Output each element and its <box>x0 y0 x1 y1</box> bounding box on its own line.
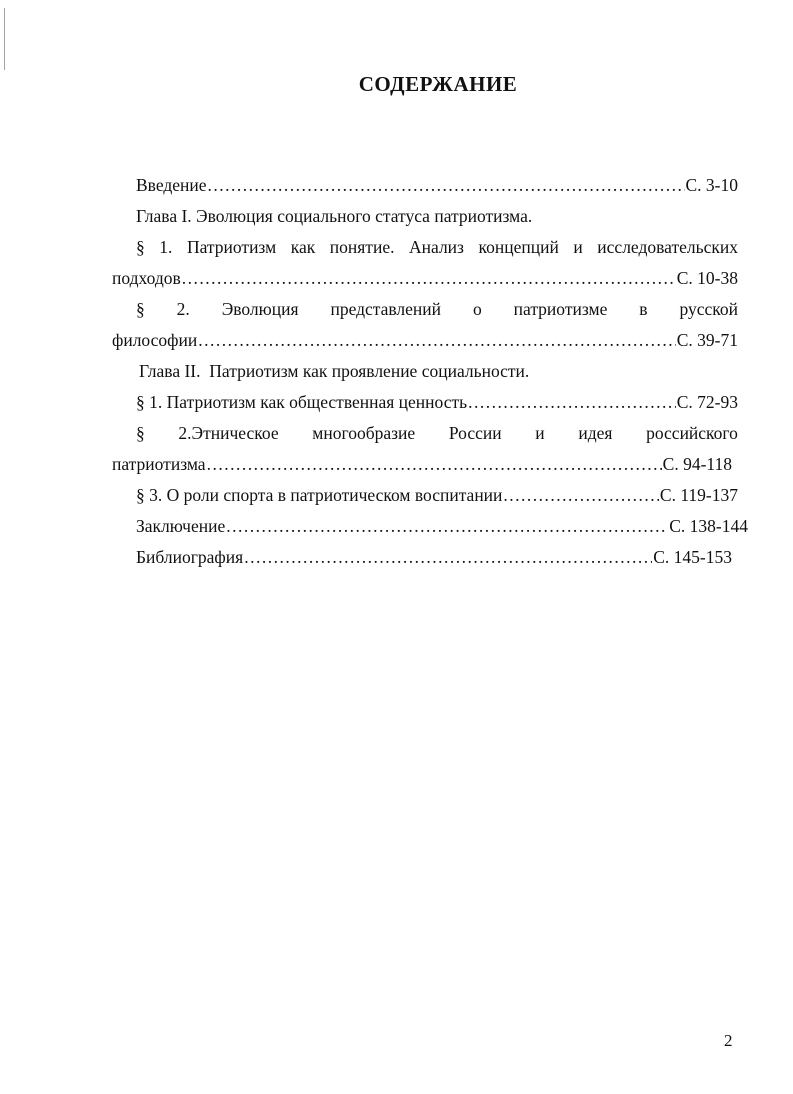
toc-word: в <box>639 299 648 319</box>
toc-word: концепций <box>478 237 559 257</box>
toc-word: исследовательских <box>597 237 738 257</box>
toc-entry-label: патриотизма <box>112 454 206 474</box>
toc-entry-pages: С. 72-93 <box>676 392 738 412</box>
toc-entry-s2-3 <box>112 480 738 511</box>
toc-entry-label: § 1. Патриотизм как общественная ценность <box>136 392 468 412</box>
toc-word: 1. <box>159 237 173 257</box>
toc-chapter-heading: Глава II. Патриотизм как проявление социальности. <box>139 361 530 381</box>
dot-leader <box>198 325 676 356</box>
toc-entry-pages: С. 119-137 <box>659 485 738 505</box>
toc-entry-label: Заключение <box>136 516 226 536</box>
toc-word: русской <box>679 299 738 319</box>
toc-entry-conclusion <box>112 511 748 542</box>
toc-entry-pages: С. 94-118 <box>662 454 732 474</box>
toc-word: Эволюция <box>221 299 299 319</box>
toc-entry-label: Введение <box>136 175 207 195</box>
toc-entry-pages: С. 39-71 <box>676 330 738 350</box>
toc-chapter-heading: Глава I. Эволюция социального статуса патриотизма. <box>136 206 533 226</box>
toc-entry-chapter1 <box>112 201 738 232</box>
toc-word: § <box>136 237 145 257</box>
dot-leader <box>503 480 658 511</box>
toc-entry-pages: С. 138-144 <box>669 516 748 536</box>
toc-entry-s1-2-line1 <box>112 294 738 325</box>
toc-word: понятие. <box>329 237 395 257</box>
toc-word: России <box>448 423 502 443</box>
toc-word: идея <box>578 423 613 443</box>
toc-word: Патриотизм <box>186 237 277 257</box>
dot-leader <box>182 263 676 294</box>
toc-word: 2.Этническое <box>178 423 279 443</box>
toc-word: и <box>535 423 545 443</box>
toc-entry-s2-2-line1 <box>112 418 738 449</box>
toc-word: многообразие <box>312 423 416 443</box>
toc-entry-label: § 3. О роли спорта в патриотическом воспитании <box>136 485 503 505</box>
toc-word: 2. <box>176 299 190 319</box>
toc-entry-chapter2 <box>112 356 738 387</box>
toc-word: российского <box>646 423 738 443</box>
page-title: СОДЕРЖАНИЕ <box>358 72 518 96</box>
toc-word: о <box>472 299 482 319</box>
toc-entry-s1-2-line2 <box>112 325 738 356</box>
dot-leader <box>244 542 652 573</box>
toc-entry-label: философии <box>112 330 198 350</box>
toc-word: как <box>290 237 316 257</box>
dot-leader <box>226 511 668 542</box>
dot-leader <box>207 449 662 480</box>
dot-leader <box>208 170 685 201</box>
toc-entry-pages: С. 3-10 <box>685 175 738 195</box>
toc-entry-pages: С. 145-153 <box>653 547 732 567</box>
dot-leader <box>468 387 676 418</box>
toc-entry-pages: С. 10-38 <box>676 268 738 288</box>
page-number: 2 <box>724 1031 733 1050</box>
toc-entry-bibliography <box>112 542 732 573</box>
toc-word: представлений <box>330 299 442 319</box>
toc-word: Анализ <box>409 237 464 257</box>
toc-entry-intro <box>112 170 738 201</box>
toc-word: § <box>136 299 145 319</box>
table-of-contents <box>112 170 748 573</box>
toc-entry-s1-1-line2 <box>112 263 738 294</box>
scan-artifact-mark <box>4 8 5 70</box>
toc-entry-label: подходов <box>112 268 181 288</box>
toc-word: и <box>573 237 583 257</box>
toc-word: патриотизме <box>513 299 608 319</box>
toc-word: § <box>136 423 145 443</box>
toc-entry-s2-2-line2 <box>112 449 732 480</box>
toc-entry-s2-1 <box>112 387 738 418</box>
toc-entry-s1-1-line1 <box>112 232 738 263</box>
toc-entry-label: Библиография <box>136 547 244 567</box>
